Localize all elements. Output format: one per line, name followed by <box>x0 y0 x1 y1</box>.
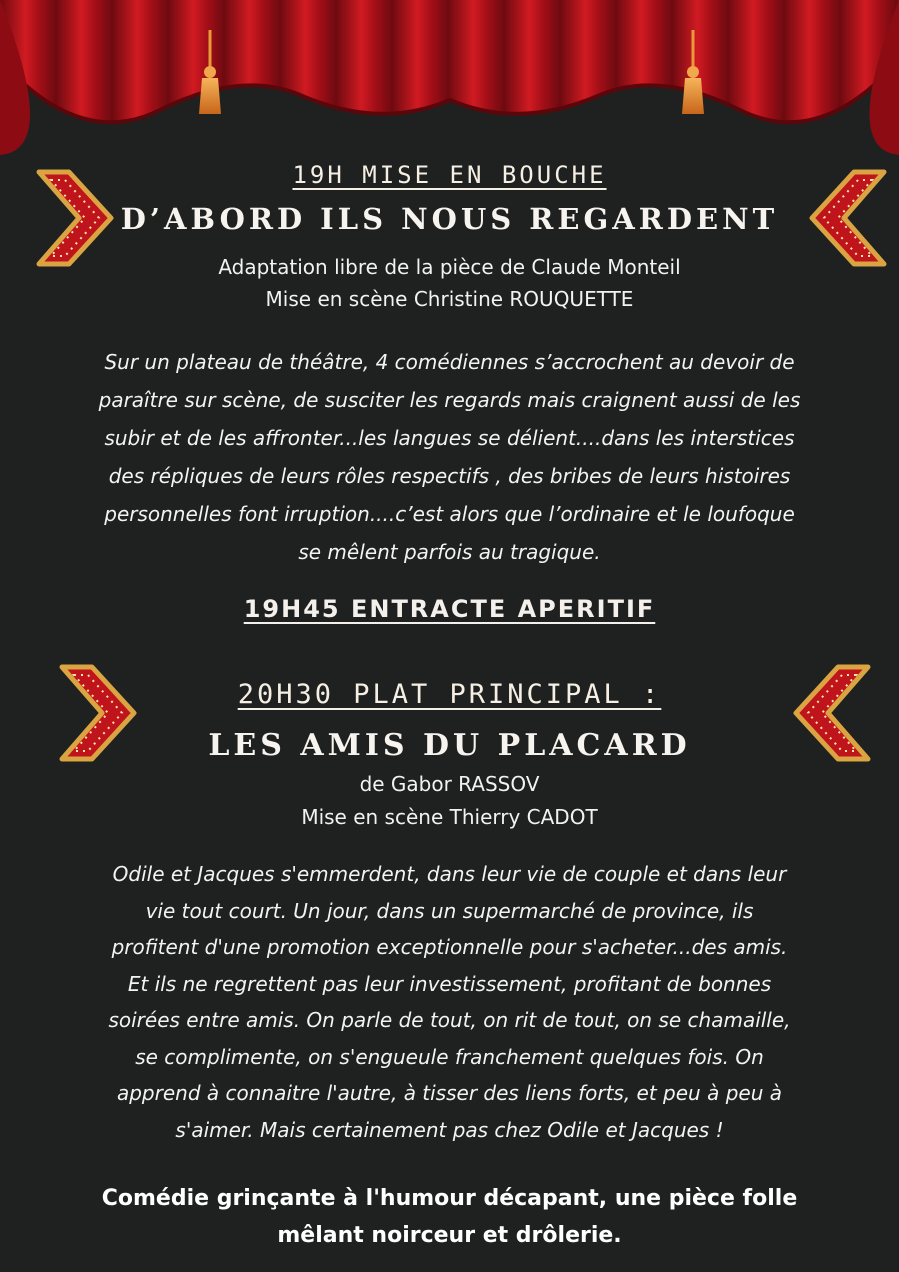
act1-play-title: D’ABORD ILS NOUS REGARDENT <box>120 202 779 236</box>
act2-author-credit: de Gabor RASSOV <box>359 772 540 796</box>
synopsis-line: se mêlent parfois au tragique. <box>298 540 601 564</box>
tagline-line: Comédie grinçante à l'humour décapant, une pièce folle <box>101 1186 798 1211</box>
synopsis-line: Odile et Jacques s'emmerdent, dans leur vie de couple et dans leur <box>112 862 787 886</box>
synopsis-line: s'aimer. Mais certainement pas chez Odile et Jacques ! <box>175 1117 724 1142</box>
act1-synopsis <box>0 343 899 571</box>
tagline-line: mêlant noirceur et drôlerie. <box>277 1223 622 1248</box>
synopsis-line: profitent d'une promotion exceptionnelle pour s'acheter...des amis. <box>111 935 788 959</box>
synopsis-line: apprend à connaitre l'autre, à tisser des liens forts, et peu à peu à <box>116 1081 782 1105</box>
act2-director-credit: Mise en scène Thierry CADOT <box>301 805 598 829</box>
act2-synopsis <box>0 856 899 1148</box>
synopsis-line: des répliques de leurs rôles respectifs , des bribes de leurs histoires <box>108 464 791 488</box>
act2-heading: 20H30 PLAT PRINCIPAL : <box>237 679 662 710</box>
synopsis-line: se complimente, on s'engueule franchement quelques fois. On <box>135 1044 764 1069</box>
synopsis-line: personnelles font irruption....c’est alors que l’ordinaire et le loufoque <box>104 502 795 526</box>
intermission-heading: 19H45 ENTRACTE APERITIF <box>243 595 656 623</box>
synopsis-line: Et ils ne regrettent pas leur investissement, profitant de bonnes <box>127 971 772 996</box>
act2-tagline <box>0 1180 899 1254</box>
synopsis-line: vie tout court. Un jour, dans un supermarché de province, ils <box>145 898 754 923</box>
synopsis-line: paraître sur scène, de susciter les regards mais craignent aussi de les <box>98 388 801 412</box>
synopsis-line: soirées entre amis. On parle de tout, on rit de tout, on se chamaille, <box>108 1008 791 1032</box>
act1-director-credit: Mise en scène Christine ROUQUETTE <box>265 287 634 311</box>
act2-play-title: LES AMIS DU PLACARD <box>208 728 691 763</box>
act1-heading: 19H MISE EN BOUCHE <box>292 161 607 189</box>
stage-curtain <box>0 0 899 160</box>
synopsis-line: subir et de les affronter...les langues se délient....dans les interstices <box>104 426 795 450</box>
synopsis-line: Sur un plateau de théâtre, 4 comédiennes s’accrochent au devoir de <box>104 350 795 374</box>
act1-adaptation-credit: Adaptation libre de la pièce de Claude Monteil <box>218 255 681 279</box>
